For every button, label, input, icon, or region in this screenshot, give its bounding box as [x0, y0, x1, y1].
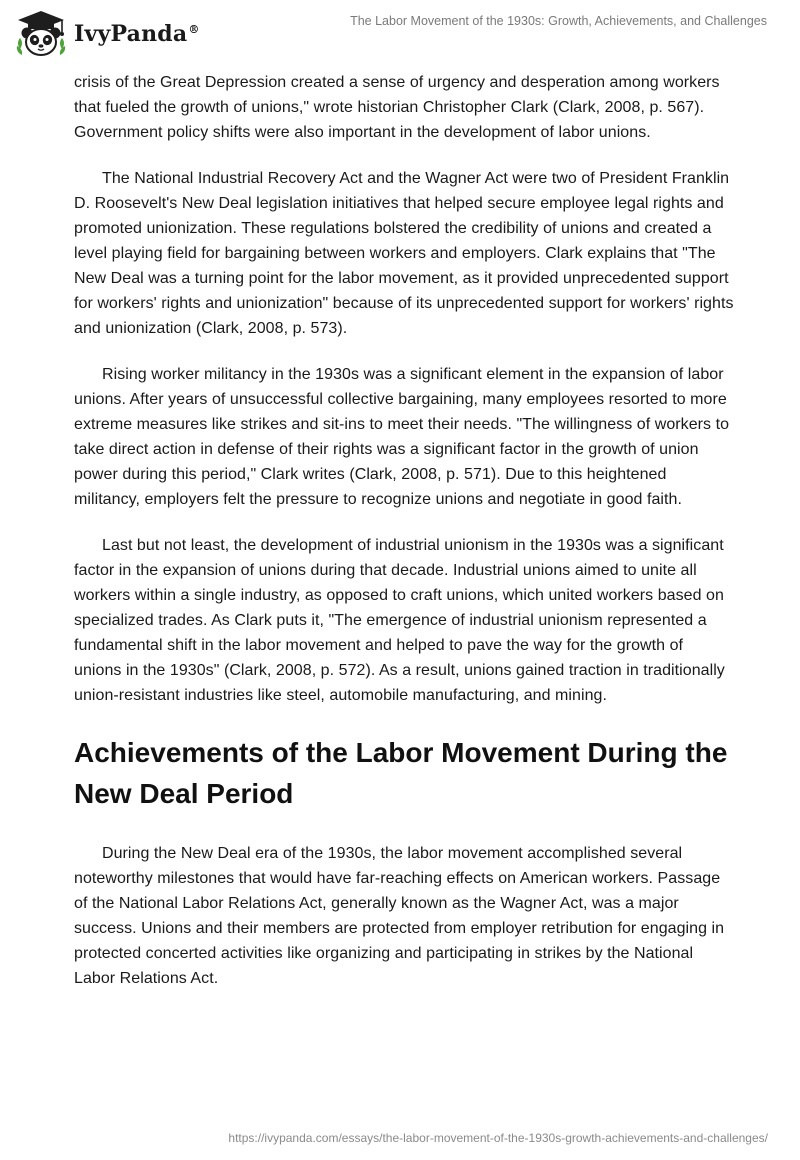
essay-body	[74, 70, 734, 1012]
registered-mark: ®	[188, 22, 200, 36]
paragraph: Rising worker militancy in the 1930s was a significant element in the expansion of labor unions. After years of unsuccessful collective bargaining, many employees resorted to more extreme measures like strikes and sit-ins to meet their needs. "The willingness of workers to take direct action in defense of their rights was a significant factor in the growth of union power during this period," Clark writes (Clark, 2008, p. 571). Due to this heightened militancy, employers felt the pressure to recognize unions and negotiate in good faith.	[74, 366, 730, 508]
paragraph: During the New Deal era of the 1930s, the labor movement accomplished several noteworthy milestones that would have far-reaching effects on American workers. Passage of the National Labor Relations Act, generally known as the Wagner Act, was a major success. Unions and their members are protected from employer retribution for engaging in protected concerted activities like organizing and participating in strikes by the National Labor Relations Act.	[74, 845, 725, 987]
brand-name: IvyPanda®	[74, 21, 200, 47]
paragraph: crisis of the Great Depression created a sense of urgency and desperation among workers that fueled the growth of unions," wrote historian Christopher Clark (Clark, 2008, p. 567). Government policy shifts were also important in the development of labor unions.	[74, 74, 720, 141]
panda-graduate-icon	[14, 9, 68, 59]
page-header	[0, 0, 800, 70]
brand-logo[interactable]	[14, 9, 200, 59]
document-title: The Labor Movement of the 1930s: Growth, Achievements, and Challenges	[350, 14, 767, 28]
source-url[interactable]: https://ivypanda.com/essays/the-labor-movement-of-the-1930s-growth-achievements-and-challenges/	[228, 1131, 768, 1145]
section-heading: Achievements of the Labor Movement During the New Deal Period	[74, 737, 728, 809]
paragraph: Last but not least, the development of industrial unionism in the 1930s was a significant factor in the expansion of unions during that decade. Industrial unions aimed to unite all workers within a single industry, as opposed to craft unions, which united workers based on specialized trades. As Clark puts it, "The emergence of industrial unionism represented a fundamental shift in the labor movement and helped to pave the way for the growth of unions in the 1930s" (Clark, 2008, p. 572). As a result, unions gained traction in traditionally union-resistant industries like steel, automobile manufacturing, and mining.	[74, 537, 725, 704]
paragraph: The National Industrial Recovery Act and the Wagner Act were two of President Franklin D. Roosevelt's New Deal legislation initiatives that helped secure employee legal rights and promoted unionization. These regulations bolstered the credibility of unions and created a level playing field for bargaining between workers and employers. Clark explains that "The New Deal was a turning point for the labor movement, as it provided unprecedented support for workers' rights and unionization" because of its unprecedented support for workers' rights and unionization (Clark, 2008, p. 573).	[74, 170, 734, 337]
